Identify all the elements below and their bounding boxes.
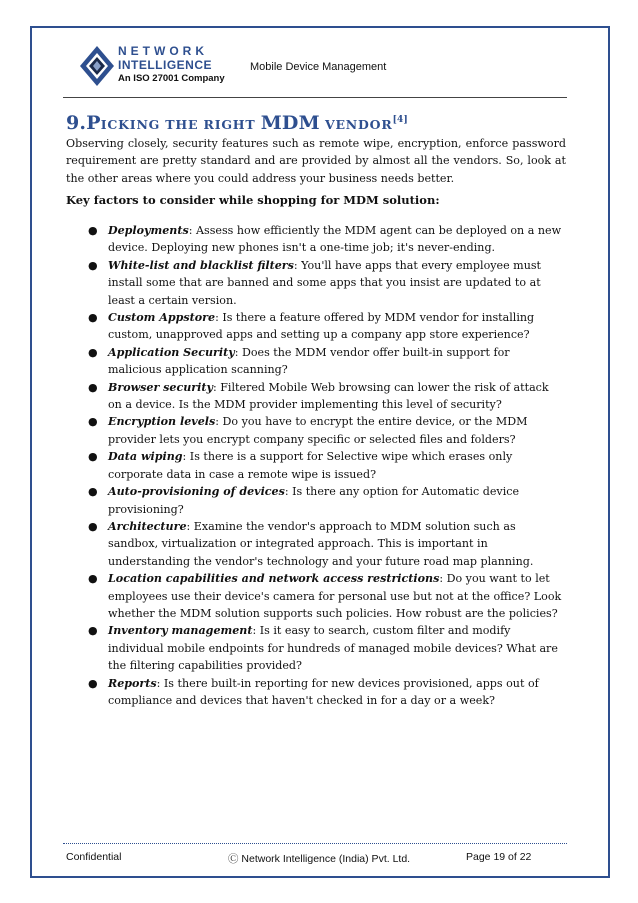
- bullet-icon: ●: [88, 485, 98, 499]
- bullet-icon: ●: [88, 572, 98, 586]
- list-item: ● Browser security: Filtered Mobile Web browsing can lower the risk of attack on a device. Is the MDM provider implementing this level of security?: [88, 380, 549, 412]
- list-item: ● Reports: Is there built-in reporting for new devices provisioned, apps out of compliance and devices that haven't checked in for a day or a week?: [88, 676, 539, 707]
- list-item: ● Auto-provisioning of devices: Is there any option for Automatic device provisioning?: [88, 485, 520, 516]
- bullet-icon: ●: [88, 676, 98, 690]
- heading-small-caps: ICKING THE RIGHT: [100, 117, 261, 132]
- heading-vendor: VENDOR: [319, 117, 393, 132]
- bullet-icon: ●: [88, 450, 98, 464]
- bullet-icon: ●: [88, 519, 98, 533]
- list-item: ● Application Security: Does the MDM vendor offer built-in support for malicious application scanning?: [88, 345, 510, 377]
- intro-paragraph: Observing closely, security features such as remote wipe, encryption, enforce password requirement are pretty standard and are provided by almost all the vendors. So, look at the other areas where you could address your business needs better.: [66, 137, 566, 185]
- bullet-icon: ●: [88, 345, 98, 359]
- logo-line-intelligence: INTELLIGENCE: [118, 58, 213, 72]
- footer-copyright: Ⓒ Network Intelligence (India) Pvt. Ltd.: [228, 853, 411, 865]
- footer-page-number: Page 19 of 22: [466, 851, 532, 863]
- bullet-icon: ●: [88, 258, 98, 272]
- header-title: Mobile Device Management: [250, 61, 387, 73]
- list-item: ● Architecture: Examine the vendor's approach to MDM solution such as sandbox, virtualization or integrated approach. This is important in understanding the vendor's technology and your future road map planning.: [88, 519, 534, 568]
- logo-line-iso: An ISO 27001 Company: [118, 73, 225, 84]
- list-item: ● Encryption levels: Do you have to encrypt the entire device, or the MDM provider lets you encrypt company specific or selected files and folders?: [88, 415, 528, 446]
- list-item: ● White-list and blacklist filters: You'll have apps that every employee must install some that are banned and some apps that you insist are updated to at least a certain version.: [88, 258, 541, 307]
- header-divider: [63, 97, 567, 98]
- diamond-logo-icon: [78, 44, 116, 88]
- key-factors-list: [88, 222, 563, 709]
- bullet-icon: ●: [88, 224, 98, 237]
- heading-citation: [4]: [392, 115, 408, 125]
- bullet-icon: ●: [88, 311, 98, 325]
- bullet-icon: ●: [88, 624, 98, 638]
- list-item: ● Location capabilities and network access restrictions: Do you want to let employees use their device's camera for personal use but not at the office? Look whether the MDM solution supports such policies. How robust are the policies?: [88, 572, 562, 620]
- heading-first-letter: P: [86, 112, 101, 134]
- bullet-icon: ●: [88, 415, 98, 429]
- section-heading: [66, 112, 408, 134]
- key-factors-subheading: Key factors to consider while shopping for MDM solution:: [66, 193, 440, 207]
- list-item: ● Data wiping: Is there is a support for Selective wipe which erases only corporate data in case a remote wipe is issued?: [88, 450, 513, 481]
- logo-line-network: NETWORK: [118, 44, 208, 58]
- section-number: 9.: [66, 112, 87, 134]
- heading-mdm: MDM: [260, 112, 320, 134]
- footer-confidential: Confidential: [66, 851, 122, 863]
- bullet-icon: ●: [88, 380, 98, 394]
- list-item: ● Custom Appstore: Is there a feature offered by MDM vendor for installing custom, unapproved apps and setting up a company app store experience?: [88, 311, 535, 342]
- list-item: ● Inventory management: Is it easy to search, custom filter and modify individual mobile endpoints for hundreds of managed mobile devices? What are the filtering capabilities provided?: [88, 624, 558, 673]
- list-item: ● Deployments: Assess how efficiently the MDM agent can be deployed on a new device. Deploying new phones isn't a one-time job; it's never-ending.: [88, 224, 562, 255]
- company-logo: [78, 44, 238, 96]
- footer-divider: [63, 843, 567, 844]
